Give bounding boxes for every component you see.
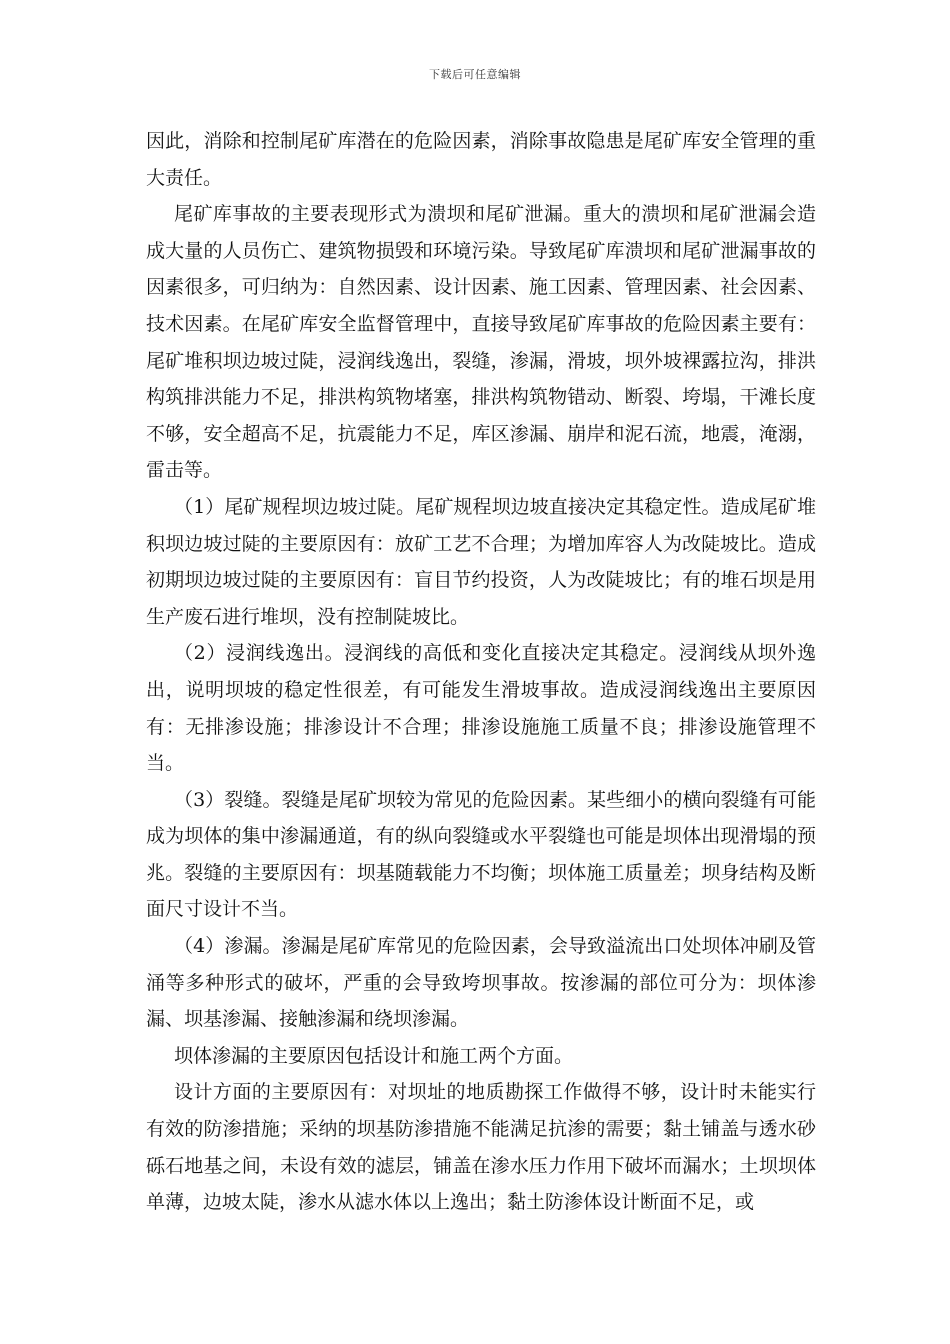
paragraph: （2）浸润线逸出。浸润线的高低和变化直接决定其稳定。浸润线从坝外逸出，说明坝坡的稳定性很差，有可能发生滑坡事故。造成浸润线逸出主要原因有：无排渗设施；排渗设计不合理；排渗设施施工质量不良；排渗设施管理不当。 [146,642,816,775]
paragraph: 坝体渗漏的主要原因包括设计和施工两个方面。 [174,1044,574,1067]
paragraph: （3）裂缝。裂缝是尾矿坝较为常见的危险因素。某些细小的横向裂缝有可能成为坝体的集中渗漏通道，有的纵向裂缝或水平裂缝也可能是坝体出现滑塌的预兆。裂缝的主要原因有：坝基随载能力不均衡；坝体施工质量差；坝身结构及断面尺寸设计不当。 [146,788,816,921]
paragraph: （4）渗漏。渗漏是尾矿库常见的危险因素，会导致溢流出口处坝体冲刷及管涌等多种形式的破坏，严重的会导致垮坝事故。按渗漏的部位可分为：坝体渗漏、坝基渗漏、接触渗漏和绕坝渗漏。 [146,935,816,1031]
paragraph: （1）尾矿规程坝边坡过陡。尾矿规程坝边坡直接决定其稳定性。造成尾矿堆积坝边坡过陡的主要原因有：放矿工艺不合理；为增加库容人为改陡坡比。造成初期坝边坡过陡的主要原因有：盲目节约投资，人为改陡坡比；有的堆石坝是用生产废石进行堆坝，没有控制陡坡比。 [146,495,816,628]
paragraph: 设计方面的主要原因有：对坝址的地质勘探工作做得不够，设计时未能实行有效的防渗措施；采纳的坝基防渗措施不能满足抗渗的需要；黏土铺盖与透水砂砾石地基之间，未设有效的滤层，铺盖在渗水压力作用下破坏而漏水；土坝坝体单薄，边坡太陡，渗水从滤水体以上逸出；黏土防渗体设计断面不足，或 [146,1081,816,1214]
paragraph: 因此，消除和控制尾矿库潜在的危险因素，消除事故隐患是尾矿库安全管理的重大责任。 [146,130,816,189]
paragraph: 尾矿库事故的主要表现形式为溃坝和尾矿泄漏。重大的溃坝和尾矿泄漏会造成大量的人员伤亡、建筑物损毁和环境污染。导致尾矿库溃坝和尾矿泄漏事故的因素很多，可归纳为：自然因素、设计因素、施工因素、管理因素、社会因素、技术因素。在尾矿库安全监督管理中，直接导致尾矿库事故的危险因素主要有：尾矿堆积坝边坡过陡，浸润线逸出，裂缝，渗漏，滑坡，坝外坡裸露拉沟，排洪构筑排洪能力不足，排洪构筑物堵塞，排洪构筑物错动、断裂、垮塌，干滩长度不够，安全超高不足，抗震能力不足，库区渗漏、崩岸和泥石流，地震，淹溺，雷击等。 [146,203,816,482]
document-body [146,123,816,1221]
page-header: 下载后可任意编辑 [429,68,521,81]
